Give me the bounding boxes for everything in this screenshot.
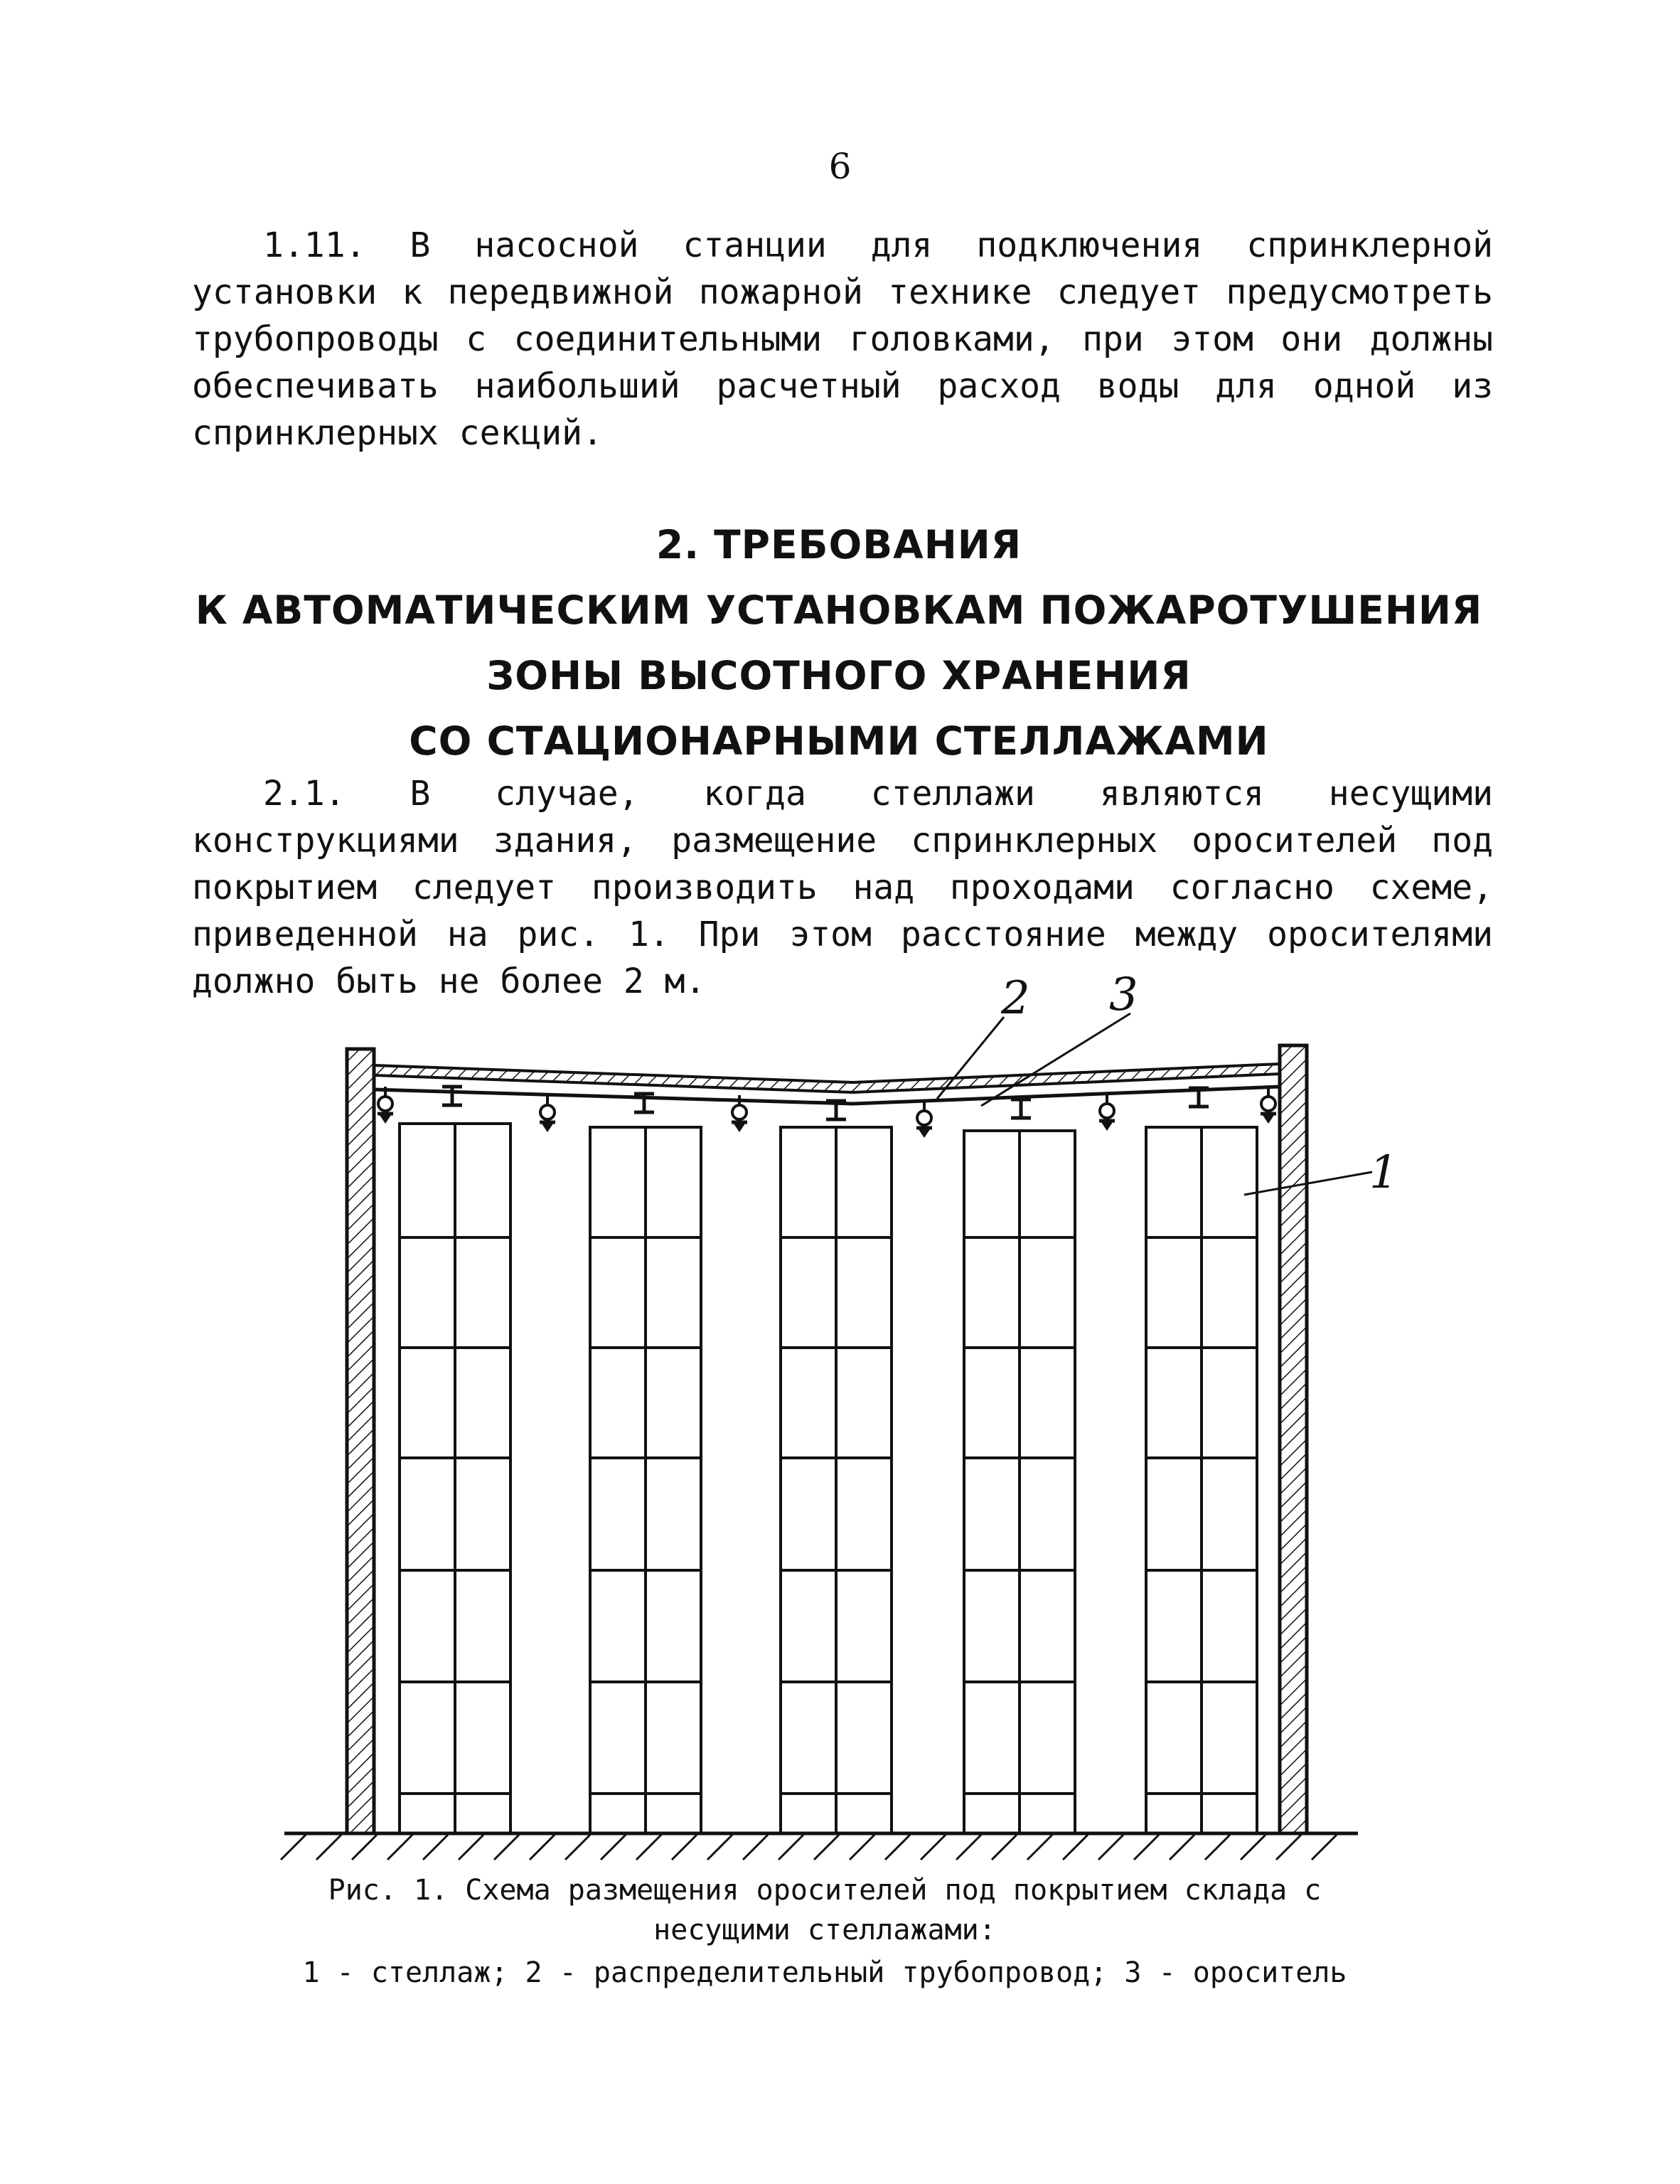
- section-heading-line: 2. ТРЕБОВАНИЯ: [656, 522, 1022, 568]
- section-heading-line: К АВТОМАТИЧЕСКИМ УСТАНОВКАМ ПОЖАРОТУШЕНИЯ: [195, 587, 1483, 633]
- rack: [400, 1124, 510, 1833]
- paragraph-1-11: 1.11. В насосной станции для подключения спринклерной установки к передвижной пожарной технике следует предусмотреть трубопроводы с соединительными головками, при этом они должны обеспечивать наибольший расчетный расход воды для одной из спринклерных секций.: [192, 225, 1493, 453]
- storage-racks: [400, 1124, 1257, 1833]
- rack: [1146, 1127, 1257, 1833]
- right-wall: [1280, 1045, 1307, 1833]
- ground-hatching: [281, 1835, 1337, 1860]
- ibeam-icon: [442, 1087, 462, 1105]
- ibeam-icon: [1011, 1099, 1031, 1118]
- sprinkler-icon: [1099, 1094, 1115, 1131]
- roof-covering: [374, 1064, 1280, 1092]
- section-heading-line: СО СТАЦИОНАРНЫМИ СТЕЛЛАЖАМИ: [409, 718, 1269, 764]
- sprinkler-icon: [540, 1095, 555, 1132]
- figure-caption-text: Рис. 1. Схема размещения оросителей под покрытием склада с несущими стеллажами:: [328, 1874, 1322, 1946]
- section-heading-line: ЗОНЫ ВЫСОТНОГО ХРАНЕНИЯ: [486, 653, 1192, 698]
- rack: [781, 1127, 892, 1833]
- figure-caption: [256, 1870, 1393, 1993]
- paragraph-2-1: 2.1. В случае, когда стеллажи являются несущими конструкциями здания, размещение спринклерных оросителей под покрытием следует производить над проходами согласно схеме, приведенной на рис. 1. При этом расстояние между оросителями должно быть не более 2 м.: [192, 774, 1493, 1001]
- rack: [964, 1131, 1075, 1833]
- figure-label-3: 3: [1109, 969, 1138, 1021]
- sprinkler-icon: [1261, 1087, 1276, 1124]
- page-number: 6: [828, 146, 852, 187]
- figure-label-1: 1: [1369, 1146, 1398, 1199]
- left-wall: [347, 1049, 374, 1833]
- figure-caption-legend: 1 - стеллаж; 2 - распределительный трубопровод; 3 - ороситель: [302, 1956, 1347, 1989]
- sprinkler-icon: [378, 1087, 393, 1124]
- figure-label-2: 2: [1001, 972, 1030, 1025]
- sprinkler-icon: [916, 1101, 932, 1138]
- rack: [590, 1127, 701, 1833]
